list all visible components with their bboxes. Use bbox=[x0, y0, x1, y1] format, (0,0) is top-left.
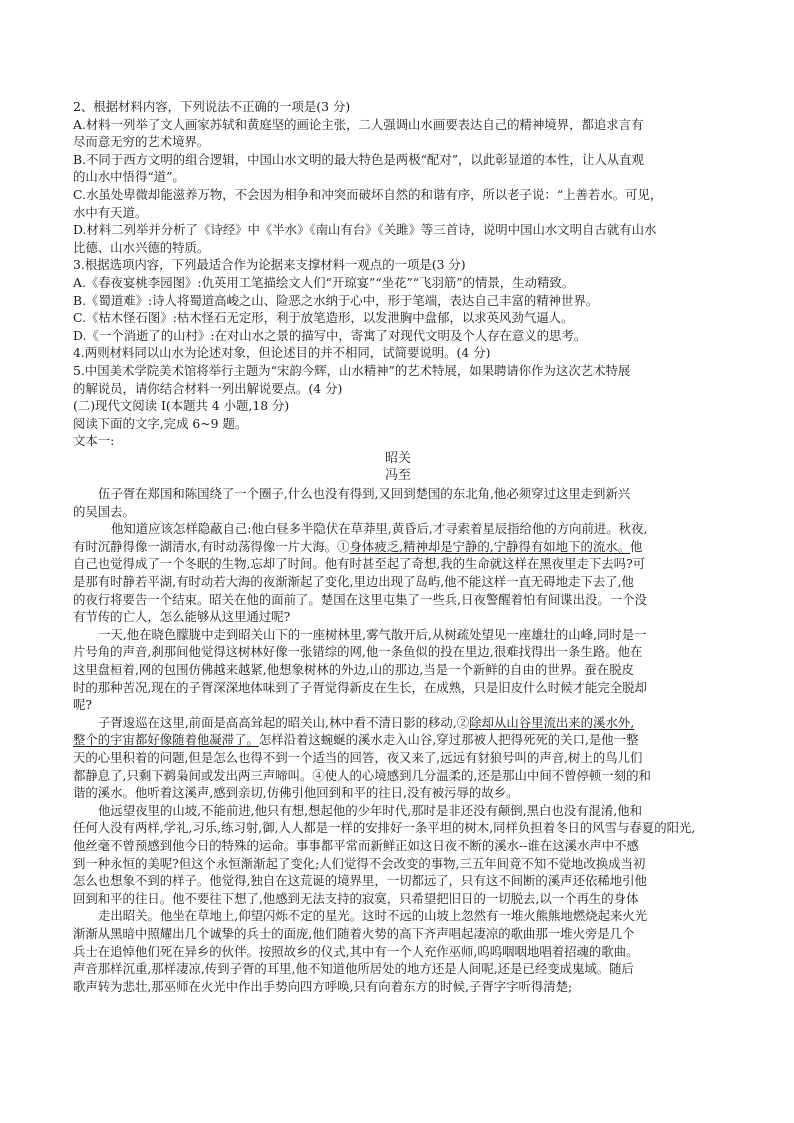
paragraph-line: 是那有时静若平湖,有时动若大海的夜渐渐起了变化,里边出现了岛屿,他不能这样一直无碍地走下去了,他 bbox=[73, 574, 634, 590]
paragraph-line: 有节传的亡人，怎么能够从这里通过呢? bbox=[73, 609, 291, 625]
text-segment: 子胥逡巡在这里,前面是高高耸起的昭关山,林中看不清日影的移动,② bbox=[98, 714, 470, 730]
q4-stem: 4.两则材料同以山水为论述对象，但论述目的并不相同，试简要说明。(4 分) bbox=[73, 345, 491, 361]
q5-stem-cont: 的解说员，请你结合材料一列出解说要点。(4 分) bbox=[73, 380, 343, 396]
paragraph-line: 他远望夜里的山坡,不能前进,他只有想,想起他的少年时代,那时是非还没有颠倒,黑白也没有混淆,他和 bbox=[98, 802, 643, 818]
paragraph-line: 都静息了,只剩下鹈枭间或发出两三声啼叫。④使人的心境感到几分温柔的,还是那山中间不曾停顿一刻的和 bbox=[73, 767, 651, 783]
q2-option-d: D.材料二列举并分析了《诗经》中《半水》《南山有台》《关雎》等三首诗，说明中国山水文明自古就有山水 bbox=[73, 222, 657, 238]
underlined-sentence-1: 身体疲乏,精神却是宁静的,宁静得有如地下的流水。 bbox=[349, 538, 631, 554]
underlined-sentence-2: 除却从山谷里流出来的溪水外, bbox=[469, 714, 635, 730]
q3-option-b: B.《蜀道难》:诗人将蜀道高峻之山、险恶之水纳于心中，形于笔端，表达自己丰富的精神世界。 bbox=[73, 292, 599, 308]
article-author: 冯至 bbox=[384, 468, 411, 484]
paragraph-line: 天的心里积着的问题,但是怎么也得不到一个适当的回答，夜又来了,远远有豺狼号叫的声音,树上的鸟儿们 bbox=[73, 749, 643, 765]
text-segment: 他 bbox=[630, 538, 643, 554]
paragraph-line: 任何人没有两样,学礼,习乐,练习射,御,人人都是一样的安排好一条平坦的树木,同样负担着冬日的风雪与春夏的阳光, bbox=[73, 820, 696, 836]
paragraph-line: 怎么也想象不到的样子。他觉得,独自在这荒诞的境界里，一切都远了，只有这不间断的溪声还依稀地引他 bbox=[73, 873, 647, 889]
underlined-sentence-2-cont: 整个的宇宙都好像随着他凝滞了。 bbox=[73, 732, 259, 748]
article-title: 昭关 bbox=[384, 450, 411, 466]
q2-option-a: A.材料一列举了文人画家苏轼和黄庭坚的画论主张，二人强调山水画要表达自己的精神境界，都追求言有 bbox=[73, 116, 644, 132]
text-segment: 有时沉静得像一湖清水,有时动荡得像一片大海。① bbox=[73, 538, 350, 554]
paragraph-line: 片号角的声音,刹那间他觉得这树林好像一张错综的网,他一条鱼似的投在里边,很难找得出一条生路。他在 bbox=[73, 644, 643, 660]
paragraph-line: 伍子胥在郑国和陈国绕了一个圈子,什么也没有得到,又回到楚国的东北角,他必须穿过这里走到新兴 bbox=[98, 486, 631, 502]
paragraph-line: 兵士在追悼他们死在异乡的伙伴。按照故乡的仪式,其中有一个人充作巫师,呜呜咽咽地唱着招魂的歌曲。 bbox=[73, 943, 639, 959]
paragraph-line: 的夜行将要告一个结束。昭关在他的面前了。楚国在这里屯集了一些兵,日夜警醒着怕有间谍出没。一个没 bbox=[73, 591, 647, 607]
q5-stem: 5.中国美术学院美术馆将举行主题为“宋韵今辉，山水精神”的艺术特展，如果聘请你作为这次艺术特展 bbox=[73, 362, 631, 378]
paragraph-line: 的吴国去。 bbox=[73, 503, 135, 519]
q2-option-b: B.不同于西方文明的组合逻辑，中国山水文明的最大特色是两极“配对”，以此彰显道的本性，让人从直观 bbox=[73, 151, 644, 167]
paragraph-line: 自己也觉得成了一个冬眠的生物,忘却了时间。他有时甚至起了奇想,我的生命就这样在黑夜里走下去吗?可 bbox=[73, 556, 646, 572]
section-instruction: 阅读下面的文字,完成 6~9 题。 bbox=[73, 415, 248, 431]
document-page bbox=[73, 98, 723, 995]
q2-option-b-cont: 的山水中悟得“道”。 bbox=[73, 169, 185, 185]
paragraph-line: 回到和平的往日。他不要往下想了,他感到无法支持的寂寞，只希望把旧日的一切脱去,以一个再生的身体 bbox=[73, 890, 639, 906]
paragraph-line: 谐的溪水。他听着这溪声,感到亲切,仿佛引他回到和平的往日,没有被污辱的故乡。 bbox=[73, 785, 519, 801]
paragraph-line: 渐渐从黑暗中照耀出几个诚挚的兵士的面庞,他们随着火势的高下齐声唱起凄凉的歌曲那一堆火旁是几个 bbox=[73, 925, 635, 941]
paragraph-line bbox=[73, 731, 723, 749]
text-segment: 怎样沿着这蜿蜒的溪水走入山谷,穿过那被人把得死死的关口,是他一整 bbox=[258, 732, 639, 748]
q3-option-d: D.《一个消逝了的山村》:在对山水之景的描写中，寄寓了对现代文明及个人存在意义的思考。 bbox=[73, 327, 587, 343]
q2-option-c: C.水虽处卑微却能滋养万物，不会因为相争和冲突而破坏自然的和谐有序，所以老子说：“上善若水。可见， bbox=[73, 186, 663, 202]
paragraph-line: 他丝毫不曾预感到他今日的特殊的运命。事事都平常而新鲜正如这日夜不断的溪水--谁在这溪水声中不感 bbox=[73, 837, 639, 853]
q2-stem: 2、根据材料内容，下列说法不正确的一项是(3 分) bbox=[73, 99, 351, 114]
text-label: 文本一: bbox=[73, 433, 115, 449]
paragraph-line: 时的那种苦况,现在的子胥深深地体味到了子胥觉得新皮在生长，在成熟，只是旧皮什么时候才能完全脱却 bbox=[73, 679, 647, 695]
paragraph-line: 走出昭关。他坐在草地上,仰望闪烁不定的星光。这时不远的山坡上忽然有一堆火熊熊地燃烧起来火光 bbox=[98, 908, 648, 924]
paragraph-line: 这里盘桓着,网的包围仿佛越来越紧,他想象树林的外边,山的那边,当是一个新鲜的自由的世界。蚕在脱皮 bbox=[73, 662, 634, 677]
paragraph-line: 一天,他在晓色朦胧中走到昭关山下的一座树林里,雾气散开后,从树疏处望见一座雄壮的山峰,同时是一 bbox=[98, 626, 647, 642]
q2-option-a-cont: 尽而意无穷的艺术境界。 bbox=[73, 134, 210, 150]
paragraph-line: 到一种永恒的美呢?但这个永恒渐渐起了变化;人们觉得不会改变的事物,三五年间竟不知不觉地改换成当初 bbox=[73, 855, 646, 871]
q3-option-c: C.《枯木怪石图》:枯木怪石无定形，利于放笔造形，以发泄胸中盘郁，以求英风劲气逼人。 bbox=[73, 310, 574, 326]
q3-stem: 3.根据选项内容，下列最适合作为论据来支撑材料一观点的一项是(3 分) bbox=[73, 257, 466, 273]
paragraph-line bbox=[73, 538, 723, 556]
q3-option-a: A.《春夜宴桃李园图》:仇英用工笔描绘文人们“开琼宴”“坐花”“飞羽筋”的情景，生动精致。 bbox=[73, 274, 575, 290]
q2-option-d-cont: 比德、山水兴德的特质。 bbox=[73, 239, 210, 255]
section-title: (二)现代文阅读 I(本题共 4 小题,18 分) bbox=[73, 398, 290, 414]
paragraph-line: 歌声转为悲壮,那巫师在火光中作出手势向四方呼唤,只有向着东方的时候,子胥字字听得清楚; bbox=[73, 978, 573, 994]
paragraph-line: 呢? bbox=[73, 697, 93, 713]
paragraph-line bbox=[73, 714, 723, 732]
paragraph-line: 他知道应该怎样隐蔽自己:他白昼多半隐伏在草莽里,黄昏后,才寻索着星辰指给他的方向前进。秋夜, bbox=[111, 521, 648, 537]
paragraph-line: 声音那样沉重,那样凄凉,传到子胥的耳里,他不知道他所居处的地方还是人间呢,还是已经变成鬼域。随后 bbox=[73, 961, 634, 977]
q2-option-c-cont: 水中有天道。 bbox=[73, 204, 148, 220]
